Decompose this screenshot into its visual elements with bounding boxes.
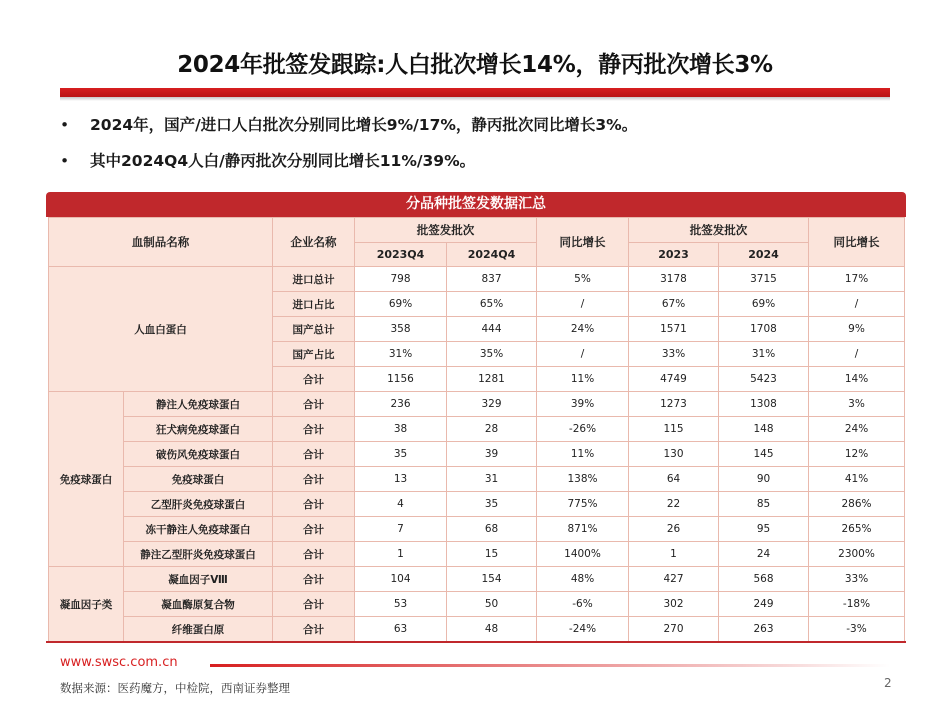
footer-divider [210, 664, 890, 667]
value-annual-yoy: 14% [809, 367, 905, 392]
value-2023q4: 13 [355, 467, 447, 492]
header-annual-group: 批签发批次 [629, 218, 809, 243]
table-row [49, 617, 905, 642]
value-quarterly-yoy: 48% [537, 567, 629, 592]
value-2023q4: 4 [355, 492, 447, 517]
bullet-dot: • [60, 152, 70, 170]
header-2024q4: 2024Q4 [447, 243, 537, 267]
value-2023: 1 [629, 542, 719, 567]
product-cell: 凝血因子Ⅷ [124, 567, 273, 592]
value-2024q4: 48 [447, 617, 537, 642]
value-2024: 263 [719, 617, 809, 642]
header-2023: 2023 [629, 243, 719, 267]
product-albumin: 人血白蛋白 [49, 267, 273, 392]
bullet-text: 其中2024Q4人白/静丙批次分别同比增长11%/39%。 [90, 152, 476, 170]
value-annual-yoy: 17% [809, 267, 905, 292]
table-row [49, 267, 905, 292]
table-row [49, 392, 905, 417]
value-2024: 95 [719, 517, 809, 542]
value-2023: 270 [629, 617, 719, 642]
value-annual-yoy: -18% [809, 592, 905, 617]
value-2023q4: 7 [355, 517, 447, 542]
value-2023: 427 [629, 567, 719, 592]
value-2023: 302 [629, 592, 719, 617]
value-2023: 115 [629, 417, 719, 442]
value-2024q4: 444 [447, 317, 537, 342]
value-quarterly-yoy: -6% [537, 592, 629, 617]
batch-release-table [48, 217, 905, 642]
product-cell: 静注乙型肝炎免疫球蛋白 [124, 542, 273, 567]
value-2023: 67% [629, 292, 719, 317]
company-cell: 合计 [273, 542, 355, 567]
bullet-text: 2024年，国产/进口人白批次分别同比增长9%/17%，静丙批次同比增长3%。 [90, 116, 638, 134]
value-2023q4: 798 [355, 267, 447, 292]
table-bottom-rule [46, 641, 906, 643]
value-2024q4: 35% [447, 342, 537, 367]
value-annual-yoy: 41% [809, 467, 905, 492]
company-cell: 合计 [273, 617, 355, 642]
value-quarterly-yoy: -24% [537, 617, 629, 642]
value-2024: 85 [719, 492, 809, 517]
footer-website-link[interactable]: www.swsc.com.cn [60, 655, 178, 670]
header-company: 企业名称 [273, 218, 355, 267]
group-immunoglobulin: 免疫球蛋白 [49, 392, 124, 567]
value-2023: 3178 [629, 267, 719, 292]
product-cell: 狂犬病免疫球蛋白 [124, 417, 273, 442]
bullet-list [60, 114, 900, 186]
value-quarterly-yoy: 871% [537, 517, 629, 542]
value-2024: 90 [719, 467, 809, 492]
company-cell: 合计 [273, 467, 355, 492]
value-annual-yoy: 12% [809, 442, 905, 467]
value-2024q4: 837 [447, 267, 537, 292]
value-2023q4: 104 [355, 567, 447, 592]
value-2023: 1273 [629, 392, 719, 417]
value-annual-yoy: 2300% [809, 542, 905, 567]
header-annual-yoy: 同比增长 [809, 218, 905, 267]
value-2023q4: 1 [355, 542, 447, 567]
product-cell: 静注人免疫球蛋白 [124, 392, 273, 417]
value-annual-yoy: 3% [809, 392, 905, 417]
title-underline-shadow [60, 97, 890, 101]
product-cell: 免疫球蛋白 [124, 467, 273, 492]
value-quarterly-yoy: 24% [537, 317, 629, 342]
bullet-item [60, 114, 900, 150]
value-quarterly-yoy: / [537, 342, 629, 367]
company-cell: 合计 [273, 442, 355, 467]
company-cell: 合计 [273, 592, 355, 617]
company-cell: 合计 [273, 517, 355, 542]
value-2024: 568 [719, 567, 809, 592]
value-annual-yoy: 265% [809, 517, 905, 542]
header-quarterly-yoy: 同比增长 [537, 218, 629, 267]
header-2023q4: 2023Q4 [355, 243, 447, 267]
company-cell: 合计 [273, 392, 355, 417]
value-2023: 1571 [629, 317, 719, 342]
value-quarterly-yoy: 11% [537, 442, 629, 467]
company-cell: 合计 [273, 417, 355, 442]
value-2023q4: 31% [355, 342, 447, 367]
page-title: 2024年批签发跟踪:人白批次增长14%，静丙批次增长3% [177, 52, 773, 78]
value-2023q4: 1156 [355, 367, 447, 392]
value-2024: 145 [719, 442, 809, 467]
product-cell: 破伤风免疫球蛋白 [124, 442, 273, 467]
value-2023q4: 69% [355, 292, 447, 317]
value-annual-yoy: -3% [809, 617, 905, 642]
company-cell: 合计 [273, 367, 355, 392]
value-annual-yoy: 9% [809, 317, 905, 342]
table-row [49, 442, 905, 467]
company-cell: 合计 [273, 567, 355, 592]
value-2024q4: 50 [447, 592, 537, 617]
value-quarterly-yoy: 11% [537, 367, 629, 392]
value-2024q4: 28 [447, 417, 537, 442]
product-cell: 乙型肝炎免疫球蛋白 [124, 492, 273, 517]
table-title-banner: 分品种批签发数据汇总 [46, 192, 906, 217]
value-2023: 26 [629, 517, 719, 542]
value-2023q4: 38 [355, 417, 447, 442]
value-annual-yoy: 24% [809, 417, 905, 442]
table-row [49, 492, 905, 517]
header-2024: 2024 [719, 243, 809, 267]
value-2023q4: 236 [355, 392, 447, 417]
table-row [49, 417, 905, 442]
value-2024q4: 65% [447, 292, 537, 317]
value-2024: 3715 [719, 267, 809, 292]
value-2024: 69% [719, 292, 809, 317]
page-number: 2 [884, 676, 892, 690]
bullet-dot: • [60, 116, 70, 134]
company-cell: 国产总计 [273, 317, 355, 342]
value-2024: 1708 [719, 317, 809, 342]
value-2023q4: 53 [355, 592, 447, 617]
table-row [49, 567, 905, 592]
table-row [49, 592, 905, 617]
product-cell: 冻干静注人免疫球蛋白 [124, 517, 273, 542]
value-2024q4: 31 [447, 467, 537, 492]
value-2024: 1308 [719, 392, 809, 417]
value-annual-yoy: 286% [809, 492, 905, 517]
title-underline [60, 88, 890, 97]
value-2024: 148 [719, 417, 809, 442]
value-annual-yoy: / [809, 292, 905, 317]
value-annual-yoy: / [809, 342, 905, 367]
table-row [49, 517, 905, 542]
value-quarterly-yoy: 1400% [537, 542, 629, 567]
value-quarterly-yoy: / [537, 292, 629, 317]
company-cell: 合计 [273, 492, 355, 517]
value-2023: 22 [629, 492, 719, 517]
table-row [49, 467, 905, 492]
value-quarterly-yoy: 39% [537, 392, 629, 417]
value-2023: 33% [629, 342, 719, 367]
value-quarterly-yoy: 775% [537, 492, 629, 517]
value-2024: 5423 [719, 367, 809, 392]
value-quarterly-yoy: 5% [537, 267, 629, 292]
value-2024q4: 15 [447, 542, 537, 567]
value-2024q4: 39 [447, 442, 537, 467]
value-2024q4: 68 [447, 517, 537, 542]
value-2024: 31% [719, 342, 809, 367]
table-row [49, 542, 905, 567]
company-cell: 进口占比 [273, 292, 355, 317]
company-cell: 进口总计 [273, 267, 355, 292]
value-2024q4: 35 [447, 492, 537, 517]
group-coagulation: 凝血因子类 [49, 567, 124, 642]
header-quarterly-group: 批签发批次 [355, 218, 537, 243]
value-2024q4: 154 [447, 567, 537, 592]
product-cell: 纤维蛋白原 [124, 617, 273, 642]
value-quarterly-yoy: -26% [537, 417, 629, 442]
value-2024q4: 1281 [447, 367, 537, 392]
value-annual-yoy: 33% [809, 567, 905, 592]
value-2023: 64 [629, 467, 719, 492]
value-2024q4: 329 [447, 392, 537, 417]
value-2023q4: 35 [355, 442, 447, 467]
value-2023q4: 63 [355, 617, 447, 642]
company-cell: 国产占比 [273, 342, 355, 367]
value-2023q4: 358 [355, 317, 447, 342]
value-quarterly-yoy: 138% [537, 467, 629, 492]
value-2023: 130 [629, 442, 719, 467]
value-2023: 4749 [629, 367, 719, 392]
product-cell: 凝血酶原复合物 [124, 592, 273, 617]
value-2024: 249 [719, 592, 809, 617]
data-source-note: 数据来源：医药魔方，中检院，西南证券整理 [60, 681, 290, 695]
header-product: 血制品名称 [49, 218, 273, 267]
value-2024: 24 [719, 542, 809, 567]
bullet-item [60, 150, 900, 186]
